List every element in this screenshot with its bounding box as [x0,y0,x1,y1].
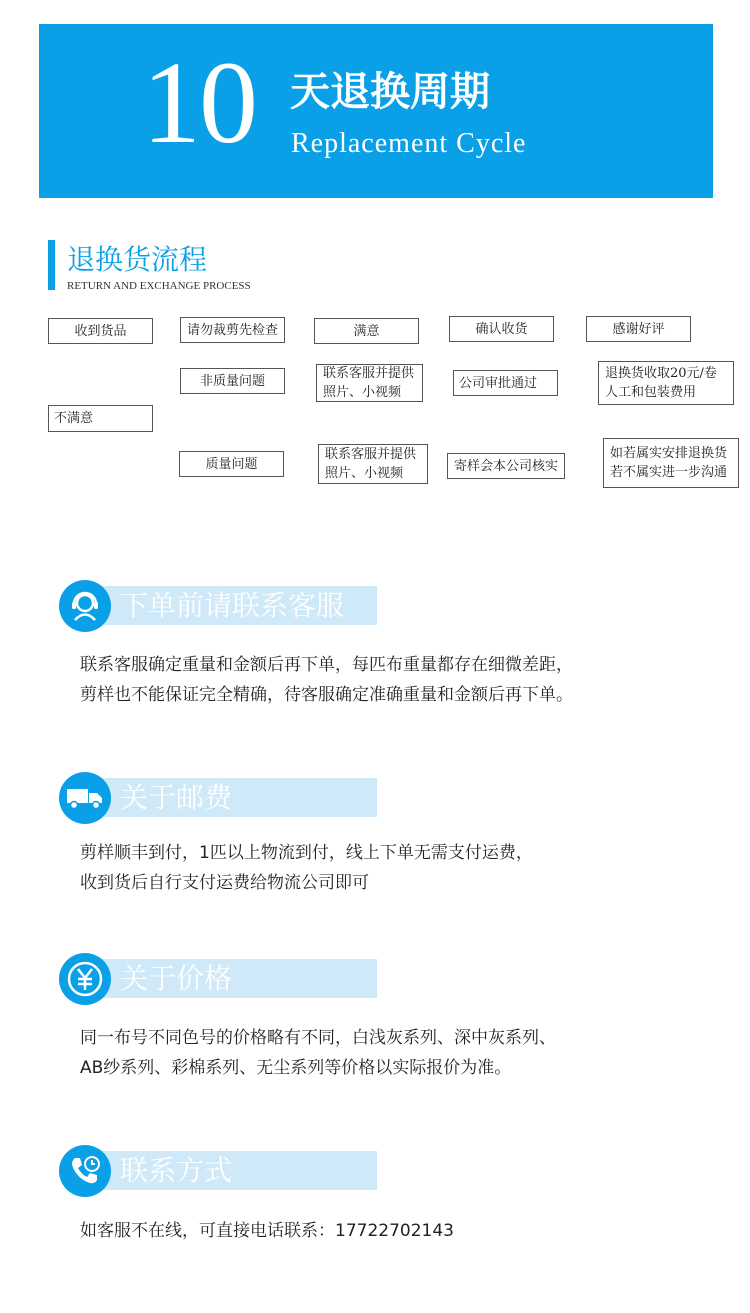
section-icon-circle [59,953,111,1005]
step-company-approve: 公司审批通过 [453,370,558,396]
section-title-price: 关于价格 [120,962,233,995]
step-thanks-review: 感谢好评 [586,316,691,342]
step-fee-line2: 人工和包装费用 [605,385,697,400]
step-contact-photos-2-line1: 联系客服并提供 [325,447,417,462]
step-contact-photos-2-line2: 照片、小视频 [325,466,404,481]
process-subtitle: RETURN AND EXCHANGE PROCESS [67,280,251,292]
section-title-contact: 下单前请联系客服 [120,589,345,622]
section-text-line: AB纱系列、彩棉系列、无尘系列等价格以实际报价为准。 [80,1058,512,1078]
contact-phone-text: 如客服不在线，可直接电话联系：17722702143 [80,1221,454,1241]
step-send-sample: 寄样会本公司核实 [447,453,565,479]
process-title: 退换货流程 [67,243,208,276]
step-fee-line1: 退换货收取20元/卷 [605,366,717,381]
section-accent-bar [48,240,55,290]
step-unsatisfied: 不满意 [48,405,153,432]
step-contact-photos-1 [316,364,423,402]
section-text-line: 联系客服确定重量和金额后再下单，每匹布重量都存在细微差距， [80,655,573,675]
section-title-shipping: 关于邮费 [120,781,233,814]
step-arrange [603,438,739,488]
customer-service-icon [68,589,102,623]
step-contact-photos-2 [318,444,428,484]
truck-icon [66,785,104,811]
step-arrange-line2: 若不属实进一步沟通 [610,465,728,480]
step-contact-photos-1-line1: 联系客服并提供 [323,366,415,381]
section-text-line: 剪样顺丰到付，1匹以上物流到付，线上下单无需支付运费， [80,843,533,863]
section-icon-circle [59,580,111,632]
step-confirm-receipt: 确认收货 [449,316,554,342]
section-icon-circle [59,1145,111,1197]
yen-icon [65,959,105,999]
banner-number: 10 [142,37,256,168]
step-contact-photos-1-line2: 照片、小视频 [323,385,402,400]
phone-icon [67,1153,103,1189]
step-non-quality: 非质量问题 [180,368,285,394]
section-title-contact-info: 联系方式 [120,1154,233,1187]
section-icon-circle [59,772,111,824]
step-fee [598,361,734,405]
banner-title: 天退换周期 [290,68,490,115]
step-satisfied: 满意 [314,318,419,344]
section-text-line: 同一布号不同色号的价格略有不同，白浅灰系列、深中灰系列、 [80,1028,556,1048]
banner-subtitle: Replacement Cycle [291,128,527,159]
section-text-line: 收到货后自行支付运费给物流公司即可 [80,873,369,893]
step-received: 收到货品 [48,318,153,344]
step-quality: 质量问题 [179,451,284,477]
step-check-first: 请勿裁剪先检查 [180,317,285,343]
step-arrange-line1: 如若属实安排退换货 [610,446,728,461]
section-text-line: 剪样也不能保证完全精确，待客服确定准确重量和金额后再下单。 [80,685,573,705]
